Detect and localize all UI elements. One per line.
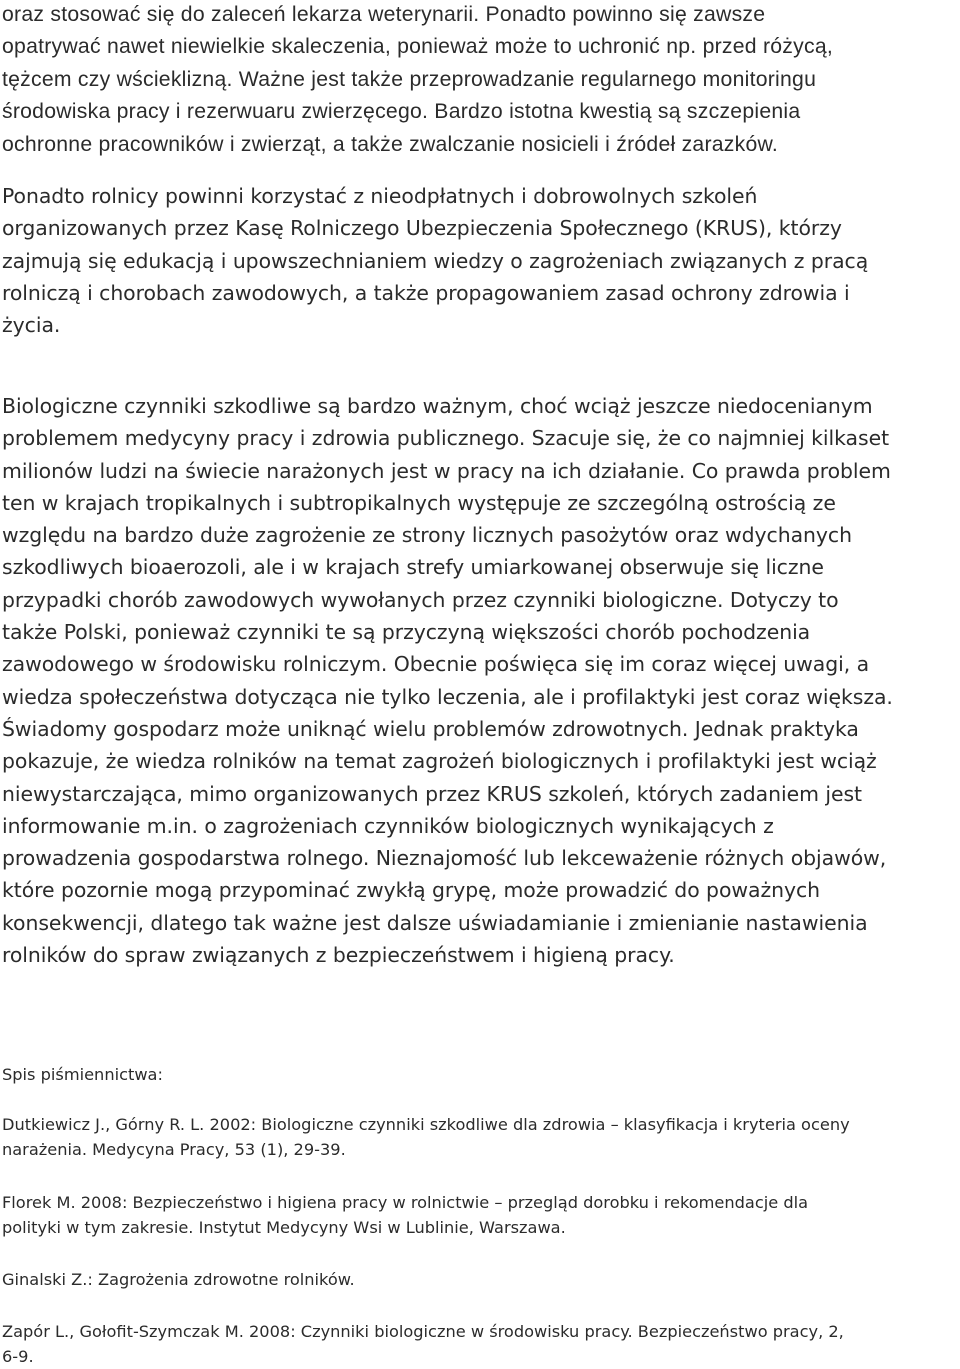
text-line: 6-9. — [2, 1347, 34, 1366]
text-line: środowiska pracy i rezerwuaru zwierzęcego. Bardzo istotna kwestią są szczepienia — [2, 100, 801, 124]
text-line: życia. — [2, 313, 61, 338]
text-line: które pozornie mogą przypominać zwykłą grypę, może prowadzić do poważnych — [2, 878, 821, 903]
text-line: prowadzenia gospodarstwa rolnego. Nieznajomość lub lekceważenie różnych objawów, — [2, 846, 887, 871]
text-line: szkodliwych bioaerozoli, ale i w krajach strefy umiarkowanej obserwuje się liczne — [2, 555, 824, 580]
text-line: Biologiczne czynniki szkodliwe są bardzo ważnym, choć wciąż jeszcze niedocenianym — [2, 394, 873, 418]
bibliography-entry — [2, 1190, 957, 1240]
text-line: rolników do spraw związanych z bezpieczeństwem i higieną pracy. — [2, 943, 675, 968]
text-line: tężcem czy wścieklizną. Ważne jest także przeprowadzanie regularnego monitoringu — [2, 67, 817, 91]
bibliography-entry — [2, 1319, 957, 1369]
text-line: ten w krajach tropikalnych i subtropikalnych występuje ze szczególną ostrością ze — [2, 490, 836, 515]
text-line: Ginalski Z.: Zagrożenia zdrowotne rolników. — [2, 1270, 355, 1289]
text-line: Ponadto rolnicy powinni korzystać z nieodpłatnych i dobrowolnych szkoleń — [2, 184, 758, 208]
text-line: Florek M. 2008: Bezpieczeństwo i higiena pracy w rolnictwie – przegląd dorobku i rekomendacje dla — [2, 1193, 809, 1212]
text-line: problemem medycyny pracy i zdrowia publicznego. Szacuje się, że co najmniej kilkaset — [2, 426, 890, 451]
text-line: opatrywać nawet niewielkie skaleczenia, ponieważ może to uchronić np. przed różycą, — [2, 35, 833, 59]
bibliography-entry — [2, 1267, 957, 1292]
text-line: pokazuje, że wiedza rolników na temat zagrożeń biologicznych i profilaktyki jest wciąż — [2, 749, 877, 774]
paragraph-veterinary-recommendations — [2, 0, 952, 161]
text-line: zajmują się edukacją i upowszechnianiem wiedzy o zagrożeniach związanych z pracą — [2, 248, 869, 273]
text-line: względu na bardzo duże zagrożenie ze strony licznych pasożytów oraz wdychanych — [2, 523, 852, 548]
bibliography-entry — [2, 1112, 957, 1162]
text-line: Zapór L., Gołofit-Szymczak M. 2008: Czynniki biologiczne w środowisku pracy. Bezpieczeństwo pracy, 2, — [2, 1322, 844, 1341]
text-line: konsekwencji, dlatego tak ważne jest dalsze uświadamianie i zmienianie nastawienia — [2, 910, 868, 935]
paragraph-krus-training — [2, 180, 957, 341]
text-line: także Polski, ponieważ czynniki te są przyczyną większości chorób pochodzenia — [2, 620, 811, 645]
text-line: milionów ludzi na świecie narażonych jest w pracy na ich działanie. Co prawda problem — [2, 458, 891, 483]
text-line: polityki w tym zakresie. Instytut Medycyny Wsi w Lublinie, Warszawa. — [2, 1218, 566, 1237]
text-line: wiedza społeczeństwa dotycząca nie tylko leczenia, ale i profilaktyki jest coraz większa. — [2, 684, 893, 709]
text-line: oraz stosować się do zaleceń lekarza weterynarii. Ponadto powinno się zawsze — [2, 3, 766, 26]
text-line: organizowanych przez Kasę Rolniczego Ubezpieczenia Społecznego (KRUS), którzy — [2, 216, 842, 241]
text-line: przypadki chorób zawodowych wywołanych przez czynniki biologiczne. Dotyczy to — [2, 587, 839, 612]
text-line: ochronne pracowników i zwierząt, a także zwalczanie nosicieli i źródeł zarazków. — [2, 132, 779, 156]
text-line: informowanie m.in. o zagrożeniach czynników biologicznych wynikających z — [2, 813, 774, 838]
text-line: zawodowego w środowisku rolniczym. Obecnie poświęca się im coraz więcej uwagi, a — [2, 652, 870, 677]
paragraph-biological-hazards — [2, 390, 957, 971]
text-line: rolniczą i chorobach zawodowych, a także propagowaniem zasad ochrony zdrowia i — [2, 280, 850, 305]
text-line: niewystarczająca, mimo organizowanych przez KRUS szkoleń, których zadaniem jest — [2, 781, 862, 806]
bibliography-heading: Spis piśmiennictwa: — [2, 1065, 163, 1084]
text-line: Świadomy gospodarz może uniknąć wielu problemów zdrowotnych. Jednak praktyka — [2, 716, 859, 741]
text-line: narażenia. Medycyna Pracy, 53 (1), 29-39. — [2, 1140, 346, 1159]
text-line: Dutkiewicz J., Górny R. L. 2002: Biologiczne czynniki szkodliwe dla zdrowia – klasyfikacja i kryteria oceny — [2, 1115, 850, 1134]
